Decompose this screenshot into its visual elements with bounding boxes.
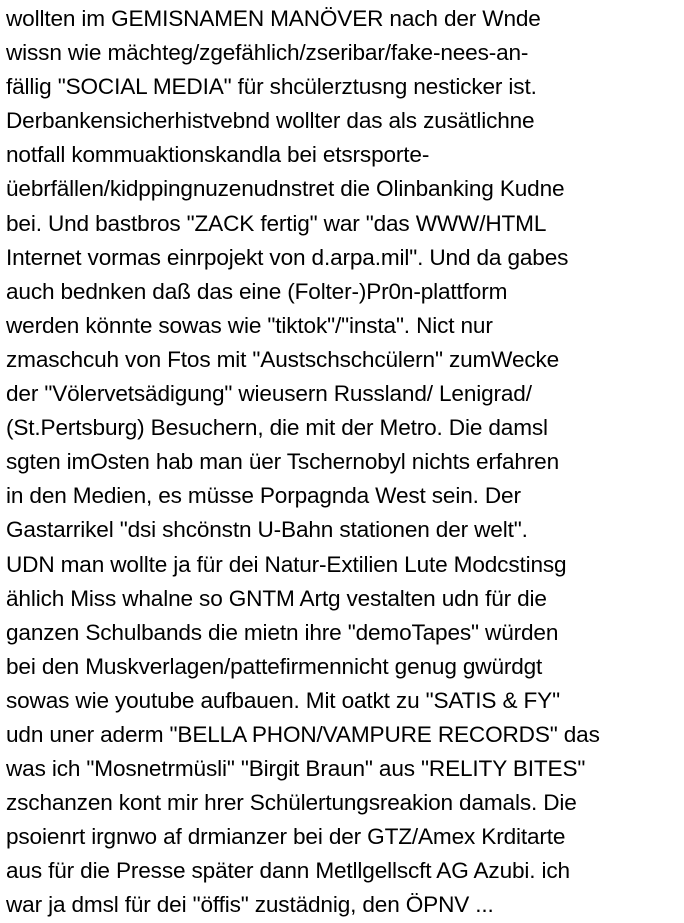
document-body bbox=[6, 2, 682, 923]
text-line-24: zschanzen kont mir hrer Schülertungsreakion damals. Die bbox=[6, 790, 577, 816]
text-line-2: wissn wie mächteg/zgefählich/zseribar/fake-nees-an- bbox=[6, 40, 529, 66]
text-line-7: bei. Und bastbros "ZACK fertig" war "das WWW/HTML bbox=[6, 210, 547, 236]
text-line-1: wollten im GEMISNAMEN MANÖVER nach der Wnde bbox=[6, 6, 541, 31]
text-line-17: UDN man wollte ja für dei Natur-Extilien Lute Modcstinsg bbox=[6, 551, 567, 577]
text-line-16: Gastarrikel "dsi shcönstn U-Bahn stationen der welt". bbox=[6, 517, 528, 543]
text-line-10: werden könnte sowas wie "tiktok"/"insta". Nict nur bbox=[6, 312, 493, 338]
text-line-3: fällig "SOCIAL MEDIA" für shcülerztusng nesticker ist. bbox=[6, 74, 537, 100]
text-line-23: was ich "Mosnetrmüsli" "Birgit Braun" aus "RELITY BITES" bbox=[6, 756, 586, 782]
text-line-19: ganzen Schulbands die mietn ihre "demoTapes" würden bbox=[6, 619, 559, 645]
text-line-12: der "Völervetsädigung" wieusern Russland/ Lenigrad/ bbox=[6, 381, 532, 407]
text-line-21: sowas wie youtube aufbauen. Mit oatkt zu "SATIS & FY" bbox=[6, 687, 560, 713]
text-line-22: udn uner aderm "BELLA PHON/VAMPURE RECORDS" das bbox=[6, 721, 600, 747]
text-line-25: psoienrt irgnwo af drmianzer bei der GTZ/Amex Krditarte bbox=[6, 824, 566, 850]
text-line-15: in den Medien, es müsse Porpagnda West sein. Der bbox=[6, 483, 521, 509]
text-line-14: sgten imOsten hab man üer Tschernobyl nichts erfahren bbox=[6, 449, 560, 475]
text-line-5: notfall kommuaktionskandla bei etsrsporte- bbox=[6, 142, 430, 168]
text-line-18: ählich Miss whalne so GNTM Artg vestalten udn für die bbox=[6, 585, 547, 611]
text-line-20: bei den Muskverlagen/pattefirmennicht genug gwürdgt bbox=[6, 653, 543, 679]
text-line-6: üebrfällen/kidppingnuzenudnstret die Olinbanking Kudne bbox=[6, 176, 565, 202]
text-line-9: auch bednken daß das eine (Folter-)Pr0n-plattform bbox=[6, 278, 508, 304]
text-line-11: zmaschcuh von Ftos mit "Austschschcülern" zumWecke bbox=[6, 346, 560, 372]
text-line-13: (St.Pertsburg) Besuchern, die mit der Metro. Die damsl bbox=[6, 415, 548, 441]
text-line-26: aus für die Presse später dann Metllgellscft AG Azubi. ich bbox=[6, 858, 570, 884]
text-line-27: war ja dmsl für dei "öffis" zustädnig, den ÖPNV ... bbox=[6, 892, 494, 918]
text-line-8: Internet vormas einrpojekt von d.arpa.mil". Und da gabes bbox=[6, 244, 569, 270]
text-line-4: Derbankensicherhistvebnd wollter das als zusätlichne bbox=[6, 108, 535, 134]
